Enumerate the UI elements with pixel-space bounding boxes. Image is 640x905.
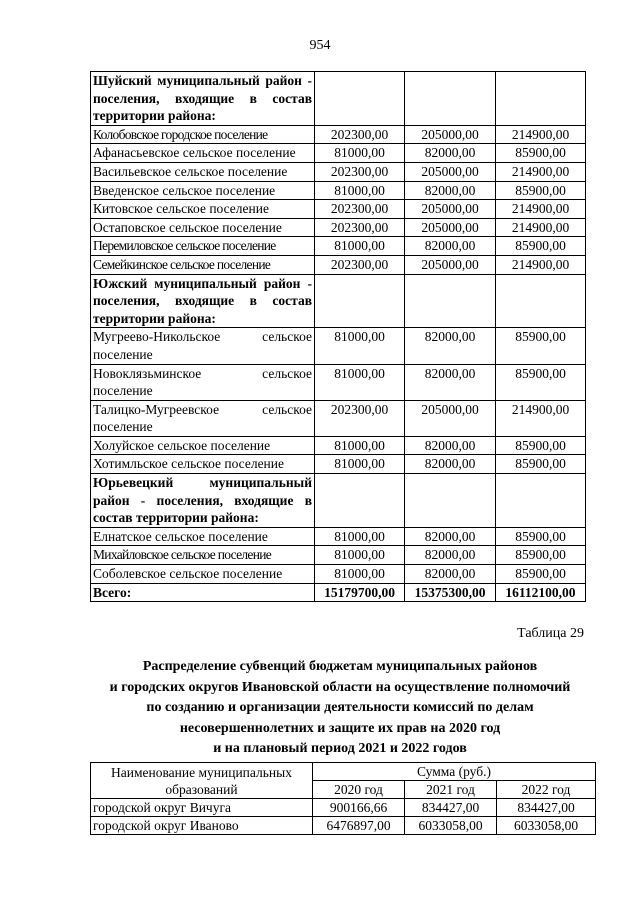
settlement-name: Хотимльское сельское поселение bbox=[91, 455, 315, 474]
settlement-name: Китовское сельское поселение bbox=[91, 200, 315, 219]
title-line: и на плановый период 2021 и 2022 годов bbox=[213, 741, 467, 756]
amount-y2020: 202300,00 bbox=[315, 255, 405, 274]
amount-y2021: 205000,00 bbox=[405, 218, 496, 237]
amount-y2020: 202300,00 bbox=[315, 218, 405, 237]
amount-y2021 bbox=[405, 274, 496, 328]
settlement-name: Михайловское сельское поселение bbox=[91, 546, 315, 565]
amount-y2021 bbox=[405, 474, 496, 528]
amount-y2020: 202300,00 bbox=[315, 162, 405, 181]
amount-y2021: 82000,00 bbox=[405, 546, 496, 565]
settlement-name: Семейкинское сельское поселение bbox=[91, 255, 315, 274]
amount-y2021: 205000,00 bbox=[405, 125, 496, 144]
settlement-name: Мугреево-Никольское сельское поселение bbox=[91, 328, 315, 364]
table-29 bbox=[90, 762, 596, 835]
table-row bbox=[91, 436, 586, 455]
table-row bbox=[91, 817, 596, 835]
amount-y2021: 82000,00 bbox=[405, 181, 496, 200]
amount-y2020: 81000,00 bbox=[315, 546, 405, 565]
settlement-name: Введенское сельское поселение bbox=[91, 181, 315, 200]
page-number: 954 bbox=[309, 38, 331, 53]
settlement-name: Юрьевецкий муниципальный район - поселения, входящие в состав территории района: bbox=[91, 474, 315, 528]
amount-y2021: 82000,00 bbox=[405, 364, 496, 400]
amount-y2020: 81000,00 bbox=[315, 436, 405, 455]
amount-y2021: 82000,00 bbox=[405, 455, 496, 474]
amount-y2020: 81000,00 bbox=[315, 328, 405, 364]
table-row bbox=[91, 255, 586, 274]
table-row bbox=[91, 565, 586, 584]
settlement-name: Перемиловское сельское поселение bbox=[91, 237, 315, 256]
settlement-name: Всего: bbox=[91, 583, 315, 602]
amount-y2022: 85900,00 bbox=[496, 144, 586, 163]
amount-y2022: 6033058,00 bbox=[497, 817, 596, 835]
amount-y2022: 214900,00 bbox=[496, 162, 586, 181]
amount-y2022: 85900,00 bbox=[496, 546, 586, 565]
settlement-name: Холуйское сельское поселение bbox=[91, 436, 315, 455]
table-row bbox=[91, 144, 586, 163]
table-row bbox=[91, 218, 586, 237]
section-row bbox=[91, 474, 586, 528]
amount-y2022: 16112100,00 bbox=[496, 583, 586, 602]
amount-y2020: 202300,00 bbox=[315, 125, 405, 144]
amount-y2022: 85900,00 bbox=[496, 237, 586, 256]
amount-y2020: 900166,66 bbox=[313, 799, 405, 817]
amount-y2020: 81000,00 bbox=[315, 565, 405, 584]
section-row bbox=[91, 583, 586, 602]
amount-y2022: 214900,00 bbox=[496, 218, 586, 237]
header-name: Наименование муниципальных образований bbox=[91, 763, 313, 799]
amount-y2022: 214900,00 bbox=[496, 200, 586, 219]
amount-y2021: 205000,00 bbox=[405, 400, 496, 436]
section-row bbox=[91, 274, 586, 328]
amount-y2020: 202300,00 bbox=[315, 400, 405, 436]
amount-y2020: 81000,00 bbox=[315, 144, 405, 163]
amount-y2020: 81000,00 bbox=[315, 181, 405, 200]
amount-y2020: 6476897,00 bbox=[313, 817, 405, 835]
amount-y2022: 85900,00 bbox=[496, 455, 586, 474]
table-row bbox=[91, 799, 596, 817]
settlement-name: Остаповское сельское поселение bbox=[91, 218, 315, 237]
table-caption: Таблица 29 bbox=[517, 626, 584, 641]
table-title bbox=[60, 657, 620, 760]
amount-y2021: 82000,00 bbox=[405, 565, 496, 584]
settlement-name: Талицко-Мугреевское сельское поселение bbox=[91, 400, 315, 436]
amount-y2020: 15179700,00 bbox=[315, 583, 405, 602]
amount-y2022: 214900,00 bbox=[496, 400, 586, 436]
settlement-name: Южский муниципальный район - поселения, входящие в состав территории района: bbox=[91, 274, 315, 328]
amount-y2021: 205000,00 bbox=[405, 162, 496, 181]
amount-y2021: 6033058,00 bbox=[405, 817, 497, 835]
amount-y2020: 81000,00 bbox=[315, 527, 405, 546]
header-year: 2020 год bbox=[313, 781, 405, 799]
amount-y2021: 205000,00 bbox=[405, 255, 496, 274]
amount-y2022: 85900,00 bbox=[496, 436, 586, 455]
title-line: несовершеннолетних и защите их прав на 2020 год bbox=[179, 720, 501, 736]
header-year: 2022 год bbox=[497, 781, 596, 799]
amount-y2022 bbox=[496, 474, 586, 528]
table-row bbox=[91, 200, 586, 219]
title-line: Распределение субвенций бюджетам муниципальных районов bbox=[142, 659, 538, 674]
amount-y2022: 214900,00 bbox=[496, 255, 586, 274]
amount-y2020 bbox=[315, 274, 405, 328]
subsidy-table-continued bbox=[90, 71, 586, 602]
amount-y2020 bbox=[315, 474, 405, 528]
table-row bbox=[91, 125, 586, 144]
settlement-name: Колобовское городское поселение bbox=[91, 125, 315, 144]
settlement-name: Афанасьевское сельское поселение bbox=[91, 144, 315, 163]
amount-y2022: 214900,00 bbox=[496, 125, 586, 144]
amount-y2022: 85900,00 bbox=[496, 328, 586, 364]
amount-y2021: 82000,00 bbox=[405, 144, 496, 163]
amount-y2021: 82000,00 bbox=[405, 328, 496, 364]
header-year: 2021 год bbox=[405, 781, 497, 799]
table-row bbox=[91, 328, 586, 364]
amount-y2021: 82000,00 bbox=[405, 237, 496, 256]
amount-y2021: 15375300,00 bbox=[405, 583, 496, 602]
amount-y2022: 834427,00 bbox=[497, 799, 596, 817]
settlement-name: Соболевское сельское поселение bbox=[91, 565, 315, 584]
amount-y2022: 85900,00 bbox=[496, 565, 586, 584]
table-row bbox=[91, 364, 586, 400]
title-line: и городских округов Ивановской области на осуществление полномочий bbox=[109, 679, 571, 695]
amount-y2020: 81000,00 bbox=[315, 364, 405, 400]
amount-y2021: 82000,00 bbox=[405, 436, 496, 455]
amount-y2022: 85900,00 bbox=[496, 181, 586, 200]
title-line: по созданию и организации деятельности комиссий по делам bbox=[146, 700, 534, 715]
amount-y2020: 202300,00 bbox=[315, 200, 405, 219]
amount-y2021 bbox=[405, 72, 496, 126]
table-row bbox=[91, 455, 586, 474]
amount-y2020: 81000,00 bbox=[315, 455, 405, 474]
amount-y2020: 81000,00 bbox=[315, 237, 405, 256]
amount-y2022 bbox=[496, 72, 586, 126]
amount-y2021: 834427,00 bbox=[405, 799, 497, 817]
amount-y2022: 85900,00 bbox=[496, 527, 586, 546]
amount-y2021: 205000,00 bbox=[405, 200, 496, 219]
table-row bbox=[91, 527, 586, 546]
municipality-name: городской округ Иваново bbox=[91, 817, 313, 835]
settlement-name: Шуйский муниципальный район - поселения, входящие в состав территории района: bbox=[91, 72, 315, 126]
settlement-name: Васильевское сельское поселение bbox=[91, 162, 315, 181]
amount-y2022: 85900,00 bbox=[496, 364, 586, 400]
amount-y2022 bbox=[496, 274, 586, 328]
settlement-name: Новоклязьминское сельское поселение bbox=[91, 364, 315, 400]
amount-y2020 bbox=[315, 72, 405, 126]
table-row bbox=[91, 546, 586, 565]
table-row bbox=[91, 181, 586, 200]
settlement-name: Елнатское сельское поселение bbox=[91, 527, 315, 546]
section-row bbox=[91, 72, 586, 126]
header-row bbox=[91, 763, 596, 781]
table-row bbox=[91, 162, 586, 181]
municipality-name: городской округ Вичуга bbox=[91, 799, 313, 817]
amount-y2021: 82000,00 bbox=[405, 527, 496, 546]
table-row bbox=[91, 237, 586, 256]
header-sum: Сумма (руб.) bbox=[313, 763, 596, 781]
table-row bbox=[91, 400, 586, 436]
